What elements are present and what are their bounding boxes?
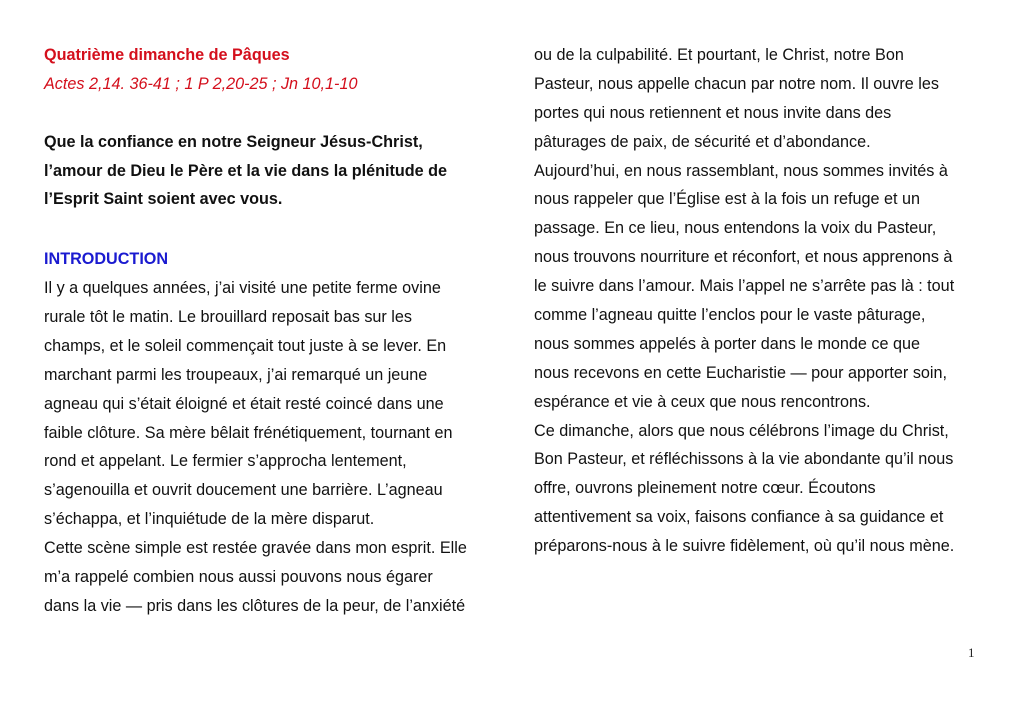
body-line: portes qui nous retiennent et nous invite dans des (534, 103, 892, 122)
body-line: Il y a quelques années, j’ai visité une petite ferme ovine (44, 279, 441, 298)
body-line: dans la vie — pris dans les clôtures de la peur, de l’anxiété (44, 596, 466, 615)
document-title: Quatrième dimanche de Pâques (44, 46, 290, 64)
greeting-line: l’amour de Dieu le Père et la vie dans la plénitude de (44, 161, 448, 180)
body-line: Cette scène simple est restée gravée dans mon esprit. Elle (44, 539, 467, 558)
spacer (44, 214, 494, 243)
body-line: passage. En ce lieu, nous entendons la voix du Pasteur, (534, 219, 937, 238)
body-line: espérance et vie à ceux que nous rencontrons. (534, 392, 871, 411)
body-line: Aujourd’hui, en nous rassemblant, nous sommes invités à (534, 161, 948, 180)
body-line: champs, et le soleil commençait tout juste à se lever. En (44, 336, 447, 355)
body-line: marchant parmi les troupeaux, j’ai remarqué un jeune (44, 365, 428, 384)
body-line: Bon Pasteur, et réfléchissons à la vie abondante qu’il nous (534, 450, 954, 469)
body-line: nous rappeler que l’Église est à la fois un refuge et un (534, 190, 921, 209)
body-line: nous sommes appelés à porter dans le monde ce que (534, 334, 921, 353)
body-line: nous recevons en cette Eucharistie — pour apporter soin, (534, 363, 948, 382)
body-line: offre, ouvrons pleinement notre cœur. Écoutons (534, 479, 876, 498)
body-line: Ce dimanche, alors que nous célébrons l’image du Christ, (534, 421, 949, 440)
body-line: m’a rappelé combien nous aussi pouvons nous égarer (44, 568, 433, 587)
body-line: rurale tôt le matin. Le brouillard reposait bas sur les (44, 308, 412, 327)
section-heading-introduction: INTRODUCTION (44, 250, 169, 269)
scripture-references: Actes 2,14. 36-41 ; 1 P 2,20-25 ; Jn 10,1-10 (44, 74, 358, 93)
body-line: rond et appelant. Le fermier s’approcha lentement, (44, 452, 407, 471)
right-column (534, 41, 984, 561)
spacer (44, 99, 494, 128)
page-number: 1 (968, 645, 975, 660)
greeting-line: l’Esprit Saint soient avec vous. (44, 190, 283, 209)
body-line: Pasteur, nous appelle chacun par notre nom. Il ouvre les (534, 74, 939, 93)
body-line: attentivement sa voix, faisons confiance à sa guidance et (534, 508, 944, 527)
left-column (44, 41, 494, 621)
body-line: ou de la culpabilité. Et pourtant, le Christ, notre Bon (534, 46, 904, 64)
greeting-line: Que la confiance en notre Seigneur Jésus-Christ, (44, 132, 423, 151)
body-line: comme l’agneau quitte l’enclos pour le vaste pâturage, (534, 306, 926, 325)
body-line: nous trouvons nourriture et réconfort, et nous apprenons à (534, 248, 953, 267)
body-line: préparons-nous à le suivre fidèlement, où qu’il nous mène. (534, 537, 955, 556)
body-line: pâturages de paix, de sécurité et d’abondance. (534, 132, 871, 151)
body-line: faible clôture. Sa mère bêlait frénétiquement, tournant en (44, 423, 453, 442)
body-line: le suivre dans l’amour. Mais l’appel ne s’arrête pas là : tout (534, 277, 955, 296)
body-line: agneau qui s’était éloigné et était resté coincé dans une (44, 394, 444, 413)
body-line: s’agenouilla et ouvrit doucement une barrière. L’agneau (44, 481, 443, 500)
body-line: s’échappa, et l’inquiétude de la mère disparut. (44, 510, 375, 529)
